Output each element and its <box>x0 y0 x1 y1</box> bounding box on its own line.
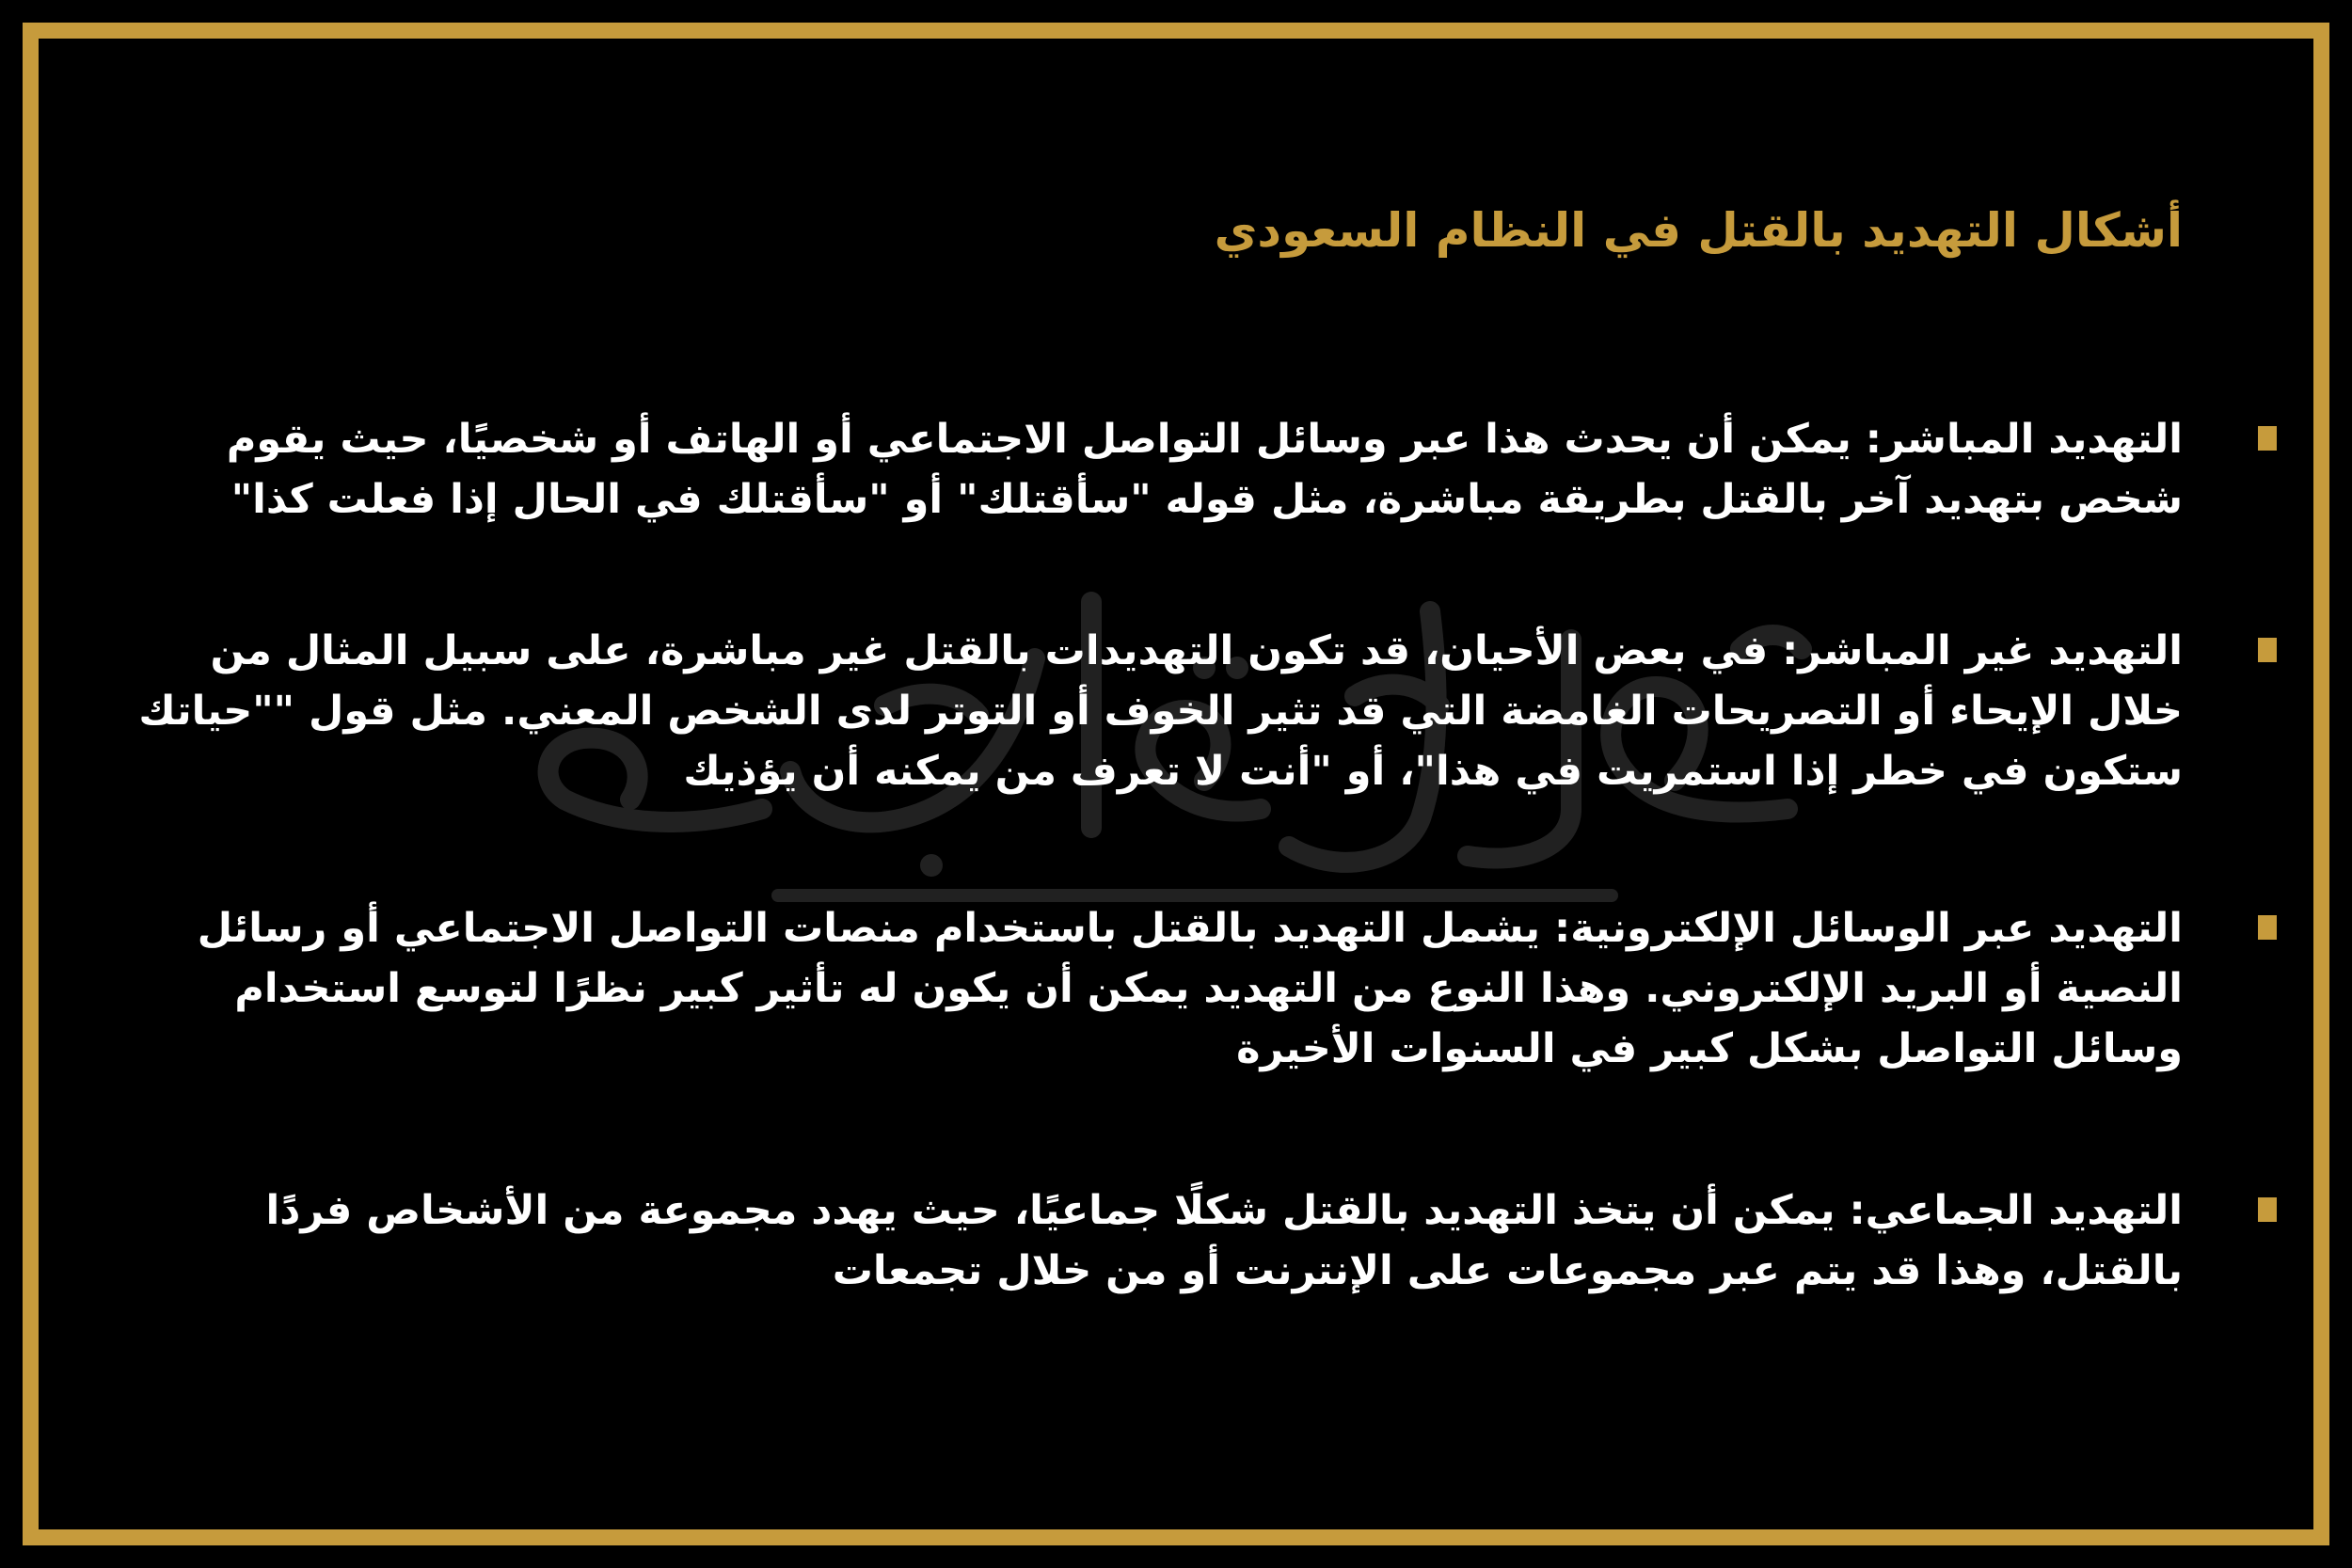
list-item-text: التهديد المباشر: يمكن أن يحدث هذا عبر وسائل التواصل الاجتماعي أو الهاتف أو شخصيًا، حيث يقوم شخص بتهديد آخر بالقتل بطريقة مباشرة، مثل قوله "سأقتلك" أو "سأقتلك في الحال إذا فعلت كذا" <box>226 416 2183 523</box>
bullet-square-icon <box>2258 1197 2277 1222</box>
list-item-text: التهديد عبر الوسائل الإلكترونية: يشمل التهديد بالقتل باستخدام منصات التواصل الاجتماعي أو رسائل النصية أو البريد الإلكتروني. وهذا النوع من التهديد يمكن أن يكون له تأثير كبير نظرًا لتوسع استخدام وسائل التواصل بشكل كبير في السنوات الأخيرة <box>197 905 2183 1072</box>
bullet-square-icon <box>2258 638 2277 662</box>
list-item-text: التهديد الجماعي: يمكن أن يتخذ التهديد بالقتل شكلًا جماعيًا، حيث يهدد مجموعة من الأشخاص فردًا بالقتل، وهذا قد يتم عبر مجموعات على الإنترنت أو من خلال تجمعات <box>265 1187 2183 1294</box>
bullet-square-icon <box>2258 426 2277 451</box>
list-item-text: التهديد غير المباشر: في بعض الأحيان، قد تكون التهديدات بالقتل غير مباشرة، على سبيل المثال من خلال الإيحاء أو التصريحات الغامضة التي قد تثير الخوف أو التوتر لدى الشخص المعني. مثل قول ""حياتك ستكون في خطر إذا استمريت في هذا"، أو "أنت لا تعرف من يمكنه أن يؤذيك <box>138 627 2183 795</box>
bullet-square-icon <box>2258 915 2277 940</box>
page-title: أشكال التهديد بالقتل في النظام السعودي <box>1214 203 2183 258</box>
